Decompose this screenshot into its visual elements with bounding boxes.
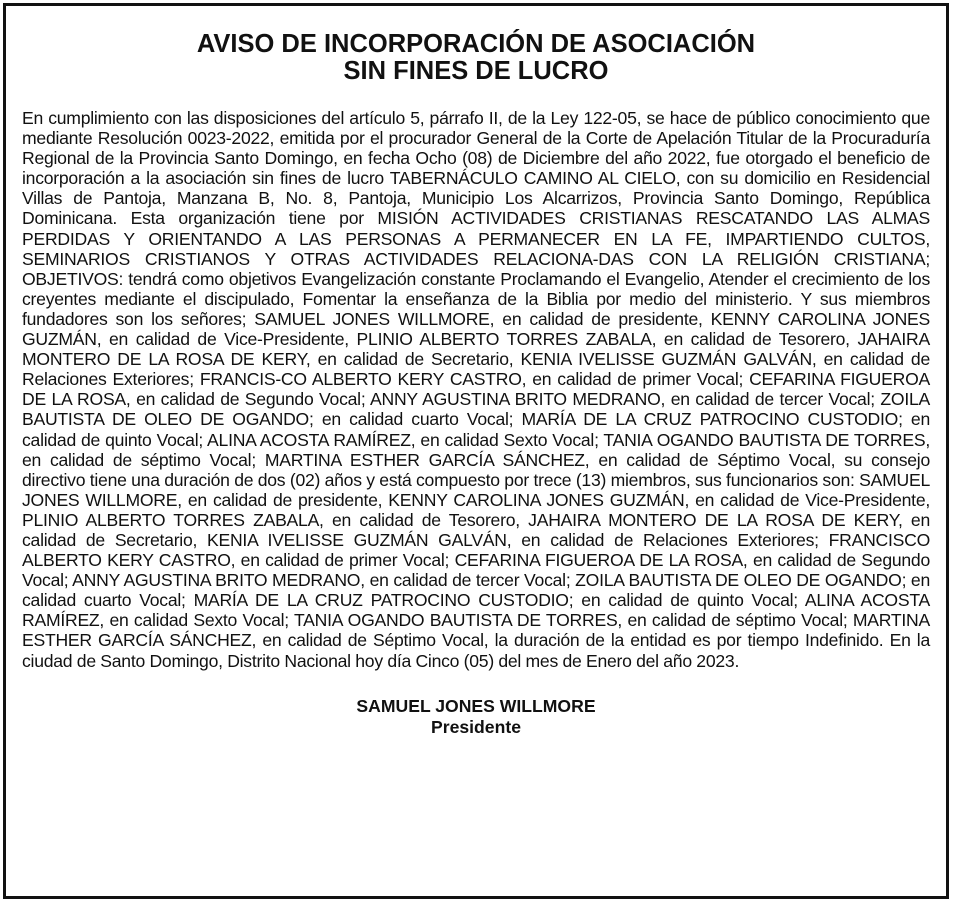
- notice-title-line-2: SIN FINES DE LUCRO: [343, 57, 609, 85]
- signer-title: Presidente: [431, 716, 521, 737]
- notice-content: [22, 6, 930, 738]
- notice-title: [22, 31, 930, 85]
- signature-block: [22, 696, 930, 738]
- notice-body: En cumplimiento con las disposiciones del artículo 5, párrafo II, de la Ley 122-05, se hace de público conocimiento que mediante Resolución 0023-2022, emitida por el procurador General de la Corte de Apelación Titular de la Procuraduría Regional de la Provincia Santo Domingo, en fecha Ocho (08) de Diciembre del año 2022, fue otorgado el beneficio de incorporación a la asociación sin fines de lucro TABERNÁCULO CAMINO AL CIELO, con su domicilio en Residencial Villas de Pantoja, Manzana B, No. 8, Pantoja, Municipio Los Alcarrizos, Provincia Santo Domingo, República Dominicana. Esta organización tiene por MISIÓN ACTIVIDADES CRISTIANAS RESCATANDO LAS ALMAS PERDIDAS Y ORIENTANDO A LAS PERSONAS A PERMANECER EN LA FE, IMPARTIENDO CULTOS, SEMINARIOS CRISTIANOS Y OTRAS ACTIVIDADES RELACIONA-DAS CON LA RELIGIÓN CRISTIANA; OBJETIVOS: tendrá como objetivos Evangelización constante Proclamando el Evangelio, Atender el crecimiento de los creyentes mediante el discipulado, Fomentar la enseñanza de la Biblia por medio del ministerio. Y sus miembros fundadores son los señores; SAMUEL JONES WILLMORE, en calidad de presidente, KENNY CAROLINA JONES GUZMÁN, en calidad de Vice-Presidente, PLINIO ALBERTO TORRES ZABALA, en calidad de Tesorero, JAHAIRA MONTERO DE LA ROSA DE KERY, en calidad de Secretario, KENIA IVELISSE GUZMÁN GALVÁN, en calidad de Relaciones Exteriores; FRANCIS-CO ALBERTO KERY CASTRO, en calidad de primer Vocal; CEFARINA FIGUEROA DE LA ROSA, en calidad de Segundo Vocal; ANNY AGUSTINA BRITO MEDRANO, en calidad de tercer Vocal; ZOILA BAUTISTA DE OLEO DE OGANDO; en calidad cuarto Vocal; MARÍA DE LA CRUZ PATROCINO CUSTODIO; en calidad de quinto Vocal; ALINA ACOSTA RAMÍREZ, en calidad Sexto Vocal; TANIA OGANDO BAUTISTA DE TORRES, en calidad de séptimo Vocal; MARTINA ESTHER GARCÍA SÁNCHEZ, en calidad de Séptimo Vocal, su consejo directivo tiene una duración de dos (02) años y está compuesto por trece (13) miembros, sus funcionarios son: SAMUEL JONES WILLMORE, en calidad de presidente, KENNY CAROLINA JONES GUZMÁN, en calidad de Vice-Presidente, PLINIO ALBERTO TORRES ZABALA, en calidad de Tesorero, JAHAIRA MONTERO DE LA ROSA DE KERY, en calidad de Secretario, KENIA IVELISSE GUZMÁN GALVÁN, en calidad de Relaciones Exteriores; FRANCISCO ALBERTO KERY CASTRO, en calidad de primer Vocal; CEFARINA FIGUEROA DE LA ROSA, en calidad de Segundo Vocal; ANNY AGUSTINA BRITO MEDRANO, en calidad de tercer Vocal; ZOILA BAUTISTA DE OLEO DE OGANDO; en calidad cuarto Vocal; MARÍA DE LA CRUZ PATROCINO CUSTODIO; en calidad de quinto Vocal; ALINA ACOSTA RAMÍREZ, en calidad Sexto Vocal; TANIA OGANDO BAUTISTA DE TORRES, en calidad de séptimo Vocal; MARTINA ESTHER GARCÍA SÁNCHEZ, en calidad de Séptimo Vocal, la duración de la entidad es por tiempo Indefinido. En la ciudad de Santo Domingo, Distrito Nacional hoy día Cinco (05) del mes de Enero del año 2023.: [22, 108, 930, 671]
- notice-title-line-1: AVISO DE INCORPORACIÓN DE ASOCIACIÓN: [196, 30, 756, 58]
- signer-name: SAMUEL JONES WILLMORE: [356, 695, 596, 716]
- notice-border: [3, 3, 949, 899]
